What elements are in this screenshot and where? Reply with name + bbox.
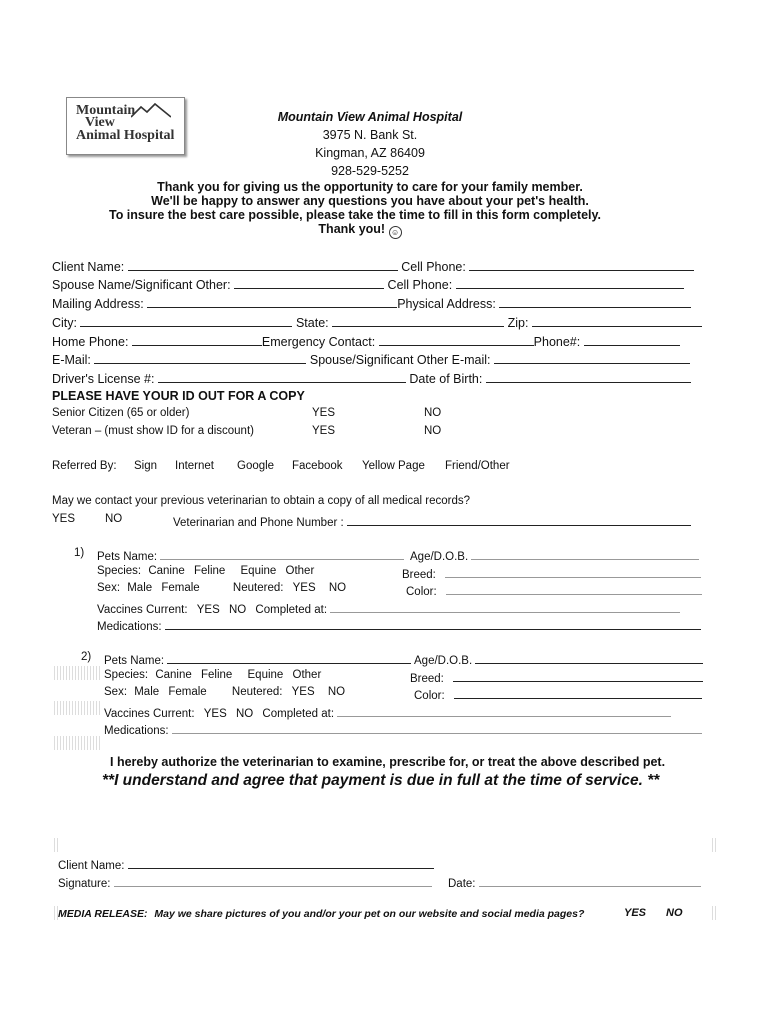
license-field[interactable] — [158, 370, 406, 383]
spouse-email-field[interactable] — [494, 351, 690, 364]
emergency-contact-field[interactable] — [379, 333, 534, 346]
pet-1-breed-field[interactable] — [445, 565, 701, 578]
previous-vet-yes[interactable]: YES — [52, 513, 76, 525]
thanks-text: Thank you! — [318, 222, 386, 236]
city-row — [52, 314, 702, 330]
faded-mark — [54, 701, 100, 715]
pet-2-color-label: Color: — [414, 690, 445, 702]
vet-phone-row — [173, 513, 691, 529]
zip-field[interactable] — [532, 314, 702, 327]
thanks-line-3: To insure the best care possible, please take the time to fill in this form completely. — [108, 208, 602, 222]
pet-2-sex-label: Sex: — [104, 686, 128, 698]
veteran-label: Veteran – (must show ID for a discount) — [52, 425, 254, 437]
payment-statement: **I understand and agree that payment is due in full at the time of service. ** — [102, 772, 660, 789]
faded-mark — [54, 736, 100, 750]
media-release-question: May we share pictures of you and/or your pet on our website and social media pages? — [154, 908, 585, 920]
senior-label: Senior Citizen (65 or older) — [52, 407, 190, 419]
pet-1-age-field[interactable] — [471, 547, 699, 560]
phone-num-label: Phone#: — [533, 335, 581, 349]
pet-1-meds-row — [97, 617, 701, 633]
pet-2-meds-label: Medications: — [104, 725, 169, 737]
physical-address-label: Physical Address: — [397, 297, 496, 311]
home-phone-label: Home Phone: — [52, 335, 129, 349]
pet-2-meds-field[interactable] — [172, 721, 702, 734]
pet-2-breed-field[interactable] — [453, 669, 703, 682]
cell-phone-2-field[interactable] — [456, 276, 684, 289]
emergency-contact-label: Emergency Contact: — [261, 335, 376, 349]
license-row — [52, 370, 691, 386]
pet-1-sex-label: Sex: — [97, 582, 121, 594]
state-label: State: — [295, 316, 329, 330]
pet-1-species-feline[interactable]: Feline — [193, 565, 226, 577]
email-row — [52, 351, 690, 367]
veteran-yes[interactable]: YES — [312, 425, 336, 437]
pet-1-species-other[interactable]: Other — [285, 565, 315, 577]
logo-line-3: Animal Hospital — [76, 128, 175, 143]
smiley-icon: ☺ — [389, 226, 402, 239]
pet-2-breed-row — [410, 669, 703, 685]
pet-1-neutered-yes[interactable]: YES — [292, 582, 316, 594]
pet-2-number: 2) — [81, 651, 92, 663]
spouse-email-label: Spouse/Significant Other E-mail: — [309, 353, 491, 367]
pet-2-name-label: Pets Name: — [104, 655, 165, 667]
faded-mark — [712, 838, 716, 852]
pet-1-completed-label: Completed at: — [255, 604, 328, 616]
pet-1-number: 1) — [74, 547, 85, 559]
pet-1-color-row — [406, 582, 702, 598]
pet-1-meds-label: Medications: — [97, 621, 162, 633]
pet-2-sex-female[interactable]: Female — [168, 686, 207, 698]
pet-2-species-other[interactable]: Other — [292, 669, 322, 681]
faded-mark — [54, 838, 58, 852]
authorization-statement: I hereby authorize the veterinarian to examine, prescribe for, or treat the above described pet. — [110, 755, 666, 769]
vet-phone-field[interactable] — [347, 513, 691, 526]
date-field[interactable] — [479, 874, 701, 887]
pet-1-meds-field[interactable] — [165, 617, 701, 630]
pet-1-neutered-label: Neutered: — [232, 582, 284, 594]
license-label: Driver's License #: — [52, 372, 155, 386]
pet-1-age-label: Age/D.O.B. — [410, 551, 469, 563]
pet-1-vaccines-no[interactable]: NO — [228, 604, 247, 616]
media-release-label: MEDIA RELEASE: — [58, 908, 148, 920]
pet-1-age-row — [410, 547, 699, 563]
pet-2-age-label: Age/D.O.B. — [414, 655, 473, 667]
mailing-address-label: Mailing Address: — [52, 297, 144, 311]
date-row — [448, 874, 701, 890]
mailing-address-field[interactable] — [147, 295, 397, 308]
email-label: E-Mail: — [52, 353, 91, 367]
email-field[interactable] — [94, 351, 306, 364]
pet-2-completed-field[interactable] — [337, 704, 671, 717]
spouse-name-label: Spouse Name/Significant Other: — [52, 278, 231, 292]
physical-address-field[interactable] — [499, 295, 691, 308]
referral-option-yellow-page[interactable]: Yellow Page — [362, 460, 425, 472]
logo-line-1: Mountain — [76, 103, 136, 118]
signature-field[interactable] — [114, 874, 432, 887]
client-name-label: Client Name: — [52, 260, 125, 274]
signature-client-name-field[interactable] — [128, 856, 434, 869]
referred-by-label: Referred By: — [52, 460, 117, 472]
id-notice: PLEASE HAVE YOUR ID OUT FOR A COPY — [52, 389, 305, 403]
city-field[interactable] — [80, 314, 292, 327]
hospital-name: Mountain View Animal Hospital — [277, 110, 463, 124]
pet-1-sex-female[interactable]: Female — [161, 582, 200, 594]
pet-2-vaccines-row — [104, 704, 671, 720]
vet-phone-label: Veterinarian and Phone Number : — [173, 517, 344, 529]
pet-2-species-feline[interactable]: Feline — [200, 669, 233, 681]
referral-option-facebook[interactable]: Facebook — [292, 460, 343, 472]
referral-option-friend-other[interactable]: Friend/Other — [445, 460, 510, 472]
hospital-phone: 928-529-5252 — [331, 164, 409, 178]
pet-2-sex-male[interactable]: Male — [134, 686, 160, 698]
pet-1-name-label: Pets Name: — [97, 551, 158, 563]
pet-2-meds-row — [104, 721, 702, 737]
pet-2-vaccines-no[interactable]: NO — [235, 708, 254, 720]
spouse-name-field[interactable] — [234, 276, 384, 289]
pet-2-completed-label: Completed at: — [262, 708, 335, 720]
referral-option-internet[interactable]: Internet — [175, 460, 214, 472]
cell-phone-2-label: Cell Phone: — [387, 278, 453, 292]
pet-2-sex-row — [104, 686, 345, 698]
pet-1-sex-row — [97, 582, 346, 594]
dob-label: Date of Birth: — [409, 372, 483, 386]
referral-option-google[interactable]: Google — [237, 460, 275, 472]
pet-2-species-equine[interactable]: Equine — [247, 669, 284, 681]
pet-1-vaccines-yes[interactable]: YES — [196, 604, 220, 616]
pet-1-completed-field[interactable] — [330, 600, 680, 613]
hospital-address: 3975 N. Bank St. — [322, 128, 418, 142]
pet-1-name-row — [97, 547, 404, 563]
pet-1-sex-male[interactable]: Male — [127, 582, 153, 594]
pet-2-neutered-no[interactable]: NO — [327, 686, 346, 698]
cell-phone-field[interactable] — [469, 258, 694, 271]
phone-num-field[interactable] — [584, 333, 680, 346]
pet-1-color-field[interactable] — [446, 582, 702, 595]
previous-vet-no[interactable]: NO — [105, 513, 123, 525]
client-name-field[interactable] — [128, 258, 398, 271]
signature-client-name-label: Client Name: — [58, 860, 125, 872]
pet-2-name-field[interactable] — [167, 651, 411, 664]
pet-2-species-label: Species: — [104, 669, 149, 681]
media-release-row — [58, 908, 584, 920]
pet-2-species-row — [104, 669, 321, 681]
faded-mark — [712, 906, 716, 920]
pet-1-species-canine[interactable]: Canine — [148, 565, 185, 577]
pet-2-age-field[interactable] — [475, 651, 703, 664]
faded-mark — [54, 666, 100, 680]
spouse-row — [52, 276, 684, 292]
zip-label: Zip: — [507, 316, 529, 330]
thanks-line-2: We'll be happy to answer any questions you have about your pet's health. — [151, 194, 589, 208]
thanks-line-1: Thank you for giving us the opportunity to care for your family member. — [157, 180, 583, 194]
pet-2-breed-label: Breed: — [410, 673, 444, 685]
address-row — [52, 295, 691, 311]
pet-2-neutered-yes[interactable]: YES — [291, 686, 315, 698]
pet-2-age-row — [414, 651, 703, 667]
media-release-no[interactable]: NO — [666, 907, 683, 919]
pet-2-color-field[interactable] — [454, 686, 702, 699]
pet-2-name-row — [104, 651, 411, 667]
referral-option-sign[interactable]: Sign — [134, 460, 158, 472]
pet-1-species-label: Species: — [97, 565, 142, 577]
pet-2-species-canine[interactable]: Canine — [155, 669, 192, 681]
pet-1-vaccines-row — [97, 600, 680, 616]
pet-1-neutered-no[interactable]: NO — [328, 582, 347, 594]
pet-1-color-label: Color: — [406, 586, 437, 598]
pet-2-vaccines-label: Vaccines Current: — [104, 708, 195, 720]
logo-line-2: View — [85, 115, 115, 130]
pet-1-name-field[interactable] — [160, 547, 404, 560]
client-name-row — [52, 258, 694, 274]
pet-1-species-equine[interactable]: Equine — [240, 565, 277, 577]
phone-row — [52, 333, 680, 349]
signature-client-row — [58, 856, 434, 872]
pet-2-neutered-label: Neutered: — [231, 686, 283, 698]
pet-2-vaccines-yes[interactable]: YES — [203, 708, 227, 720]
home-phone-field[interactable] — [132, 333, 262, 346]
date-label: Date: — [448, 878, 476, 890]
pet-2-color-row — [414, 686, 702, 702]
senior-yes[interactable]: YES — [312, 407, 336, 419]
thanks-line-4 — [0, 222, 730, 239]
state-field[interactable] — [332, 314, 504, 327]
hospital-city: Kingman, AZ 86409 — [315, 146, 425, 160]
senior-no[interactable]: NO — [424, 407, 442, 419]
veteran-no[interactable]: NO — [424, 425, 442, 437]
pet-1-vaccines-label: Vaccines Current: — [97, 604, 188, 616]
dob-field[interactable] — [486, 370, 691, 383]
signature-row — [58, 874, 432, 890]
pet-1-species-row — [97, 565, 314, 577]
pet-1-breed-label: Breed: — [402, 569, 436, 581]
cell-phone-label: Cell Phone: — [401, 260, 466, 274]
signature-label: Signature: — [58, 878, 111, 890]
media-release-yes[interactable]: YES — [624, 907, 647, 919]
pet-1-breed-row — [402, 565, 701, 581]
city-label: City: — [52, 316, 77, 330]
previous-vet-question: May we contact your previous veterinarian to obtain a copy of all medical records? — [52, 495, 471, 507]
